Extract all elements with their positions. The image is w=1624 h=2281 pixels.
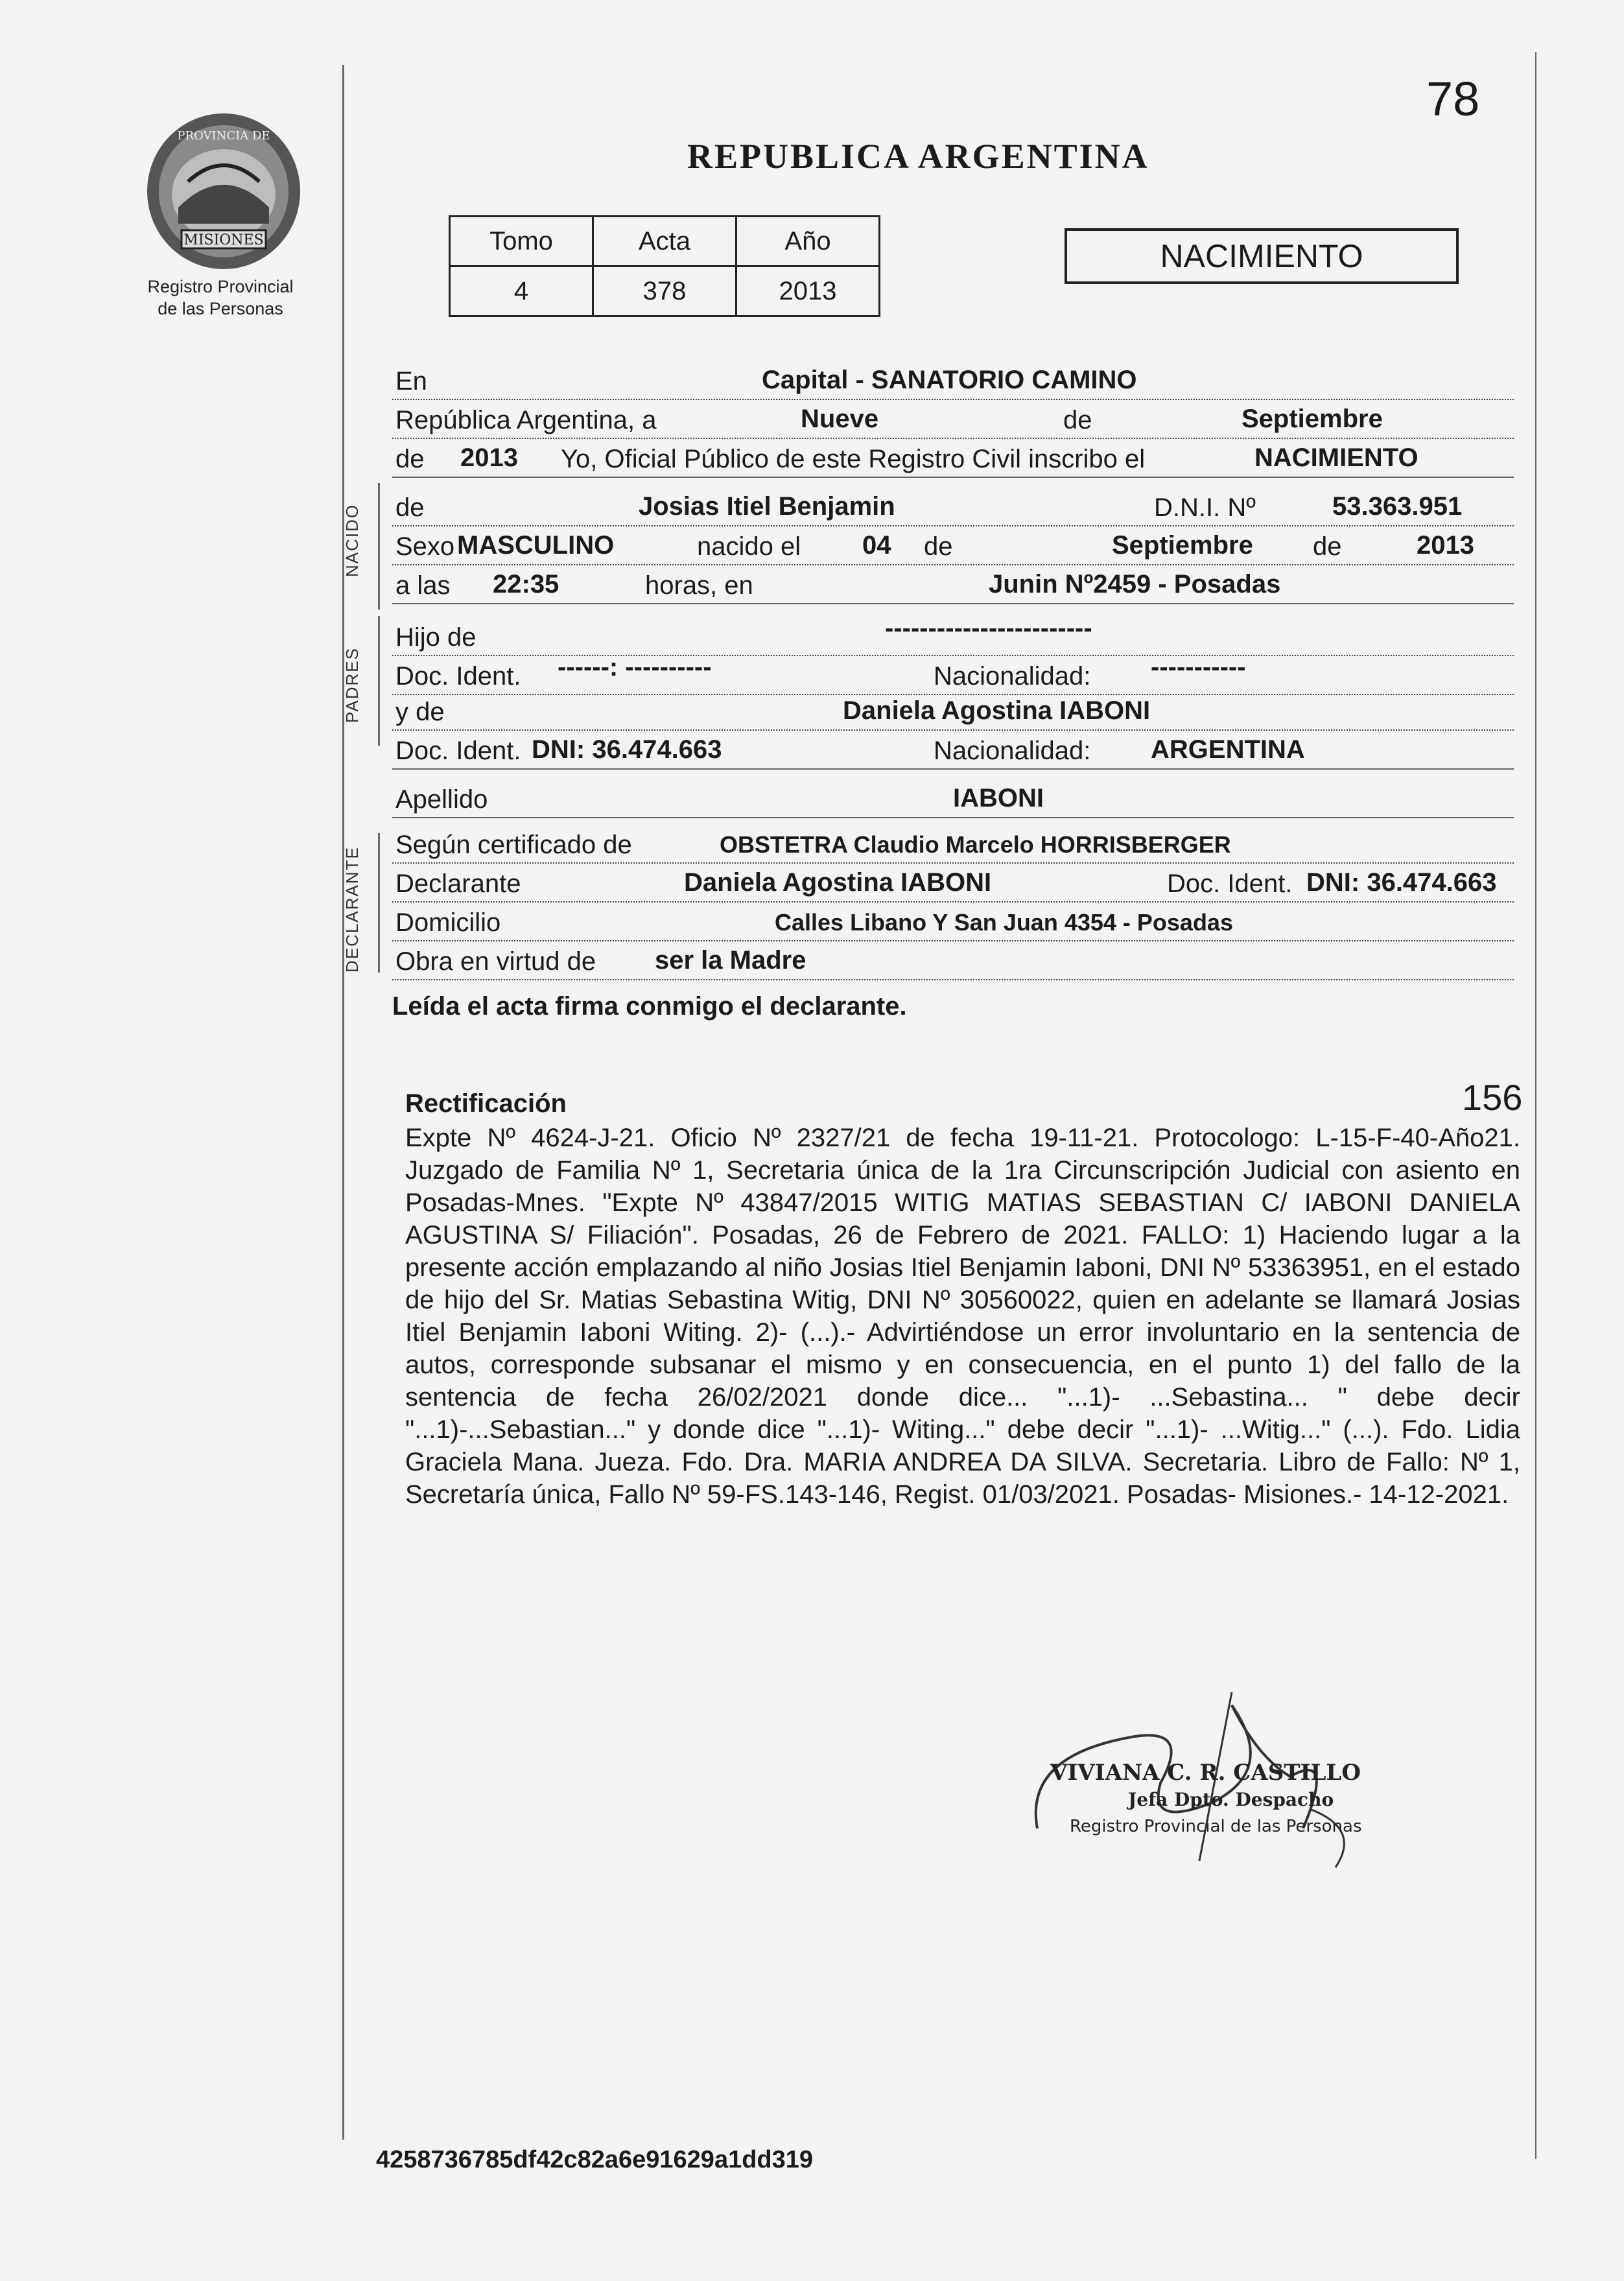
value-declarante-doc: DNI: 36.474.663 — [1306, 868, 1497, 897]
label-de: de — [1063, 406, 1092, 434]
side-label-declarante: DECLARANTE — [342, 846, 362, 973]
value-month: Septiembre — [1242, 405, 1383, 433]
label-y-de: y de — [395, 698, 445, 726]
rectificacion-title: Rectificación — [405, 1089, 567, 1118]
row-nacido-name — [392, 486, 1514, 526]
label-nacionalidad: Nacionalidad: — [934, 662, 1091, 691]
value-declarante: Daniela Agostina IABONI — [684, 868, 992, 897]
value-inscription: NACIMIENTO — [1254, 443, 1418, 472]
value-birth-place: Junin Nº2459 - Posadas — [989, 570, 1281, 598]
label-de: de — [395, 493, 425, 522]
table-header: Tomo — [450, 217, 593, 266]
row-hijo-de — [392, 616, 1514, 656]
value-birth-day: 04 — [862, 531, 891, 560]
value-mother: Daniela Agostina IABONI — [843, 696, 1151, 725]
value-mother-doc: DNI: 36.474.663 — [532, 735, 722, 764]
value-birth-year: 2013 — [1417, 531, 1474, 560]
label-apellido: Apellido — [395, 785, 488, 814]
page-number: 78 — [1426, 72, 1480, 126]
label-oficial: Yo, Oficial Público de este Registro Civil inscribo el — [561, 445, 1146, 473]
value-child-dni: 53.363.951 — [1332, 492, 1463, 521]
label-de2: de — [924, 532, 953, 561]
row-declarante — [392, 862, 1514, 903]
value-day: Nueve — [801, 405, 879, 433]
value-apellido: IABONI — [953, 784, 1044, 812]
label-a-las: a las — [395, 571, 451, 600]
svg-text:MISIONES: MISIONES — [183, 232, 264, 248]
stamp-line2: Jefa Dpto. Despacho — [1128, 1789, 1334, 1810]
label-certificado: Según certificado de — [395, 831, 632, 859]
value-place: Capital - SANATORIO CAMINO — [762, 366, 1137, 394]
row-apellido — [392, 775, 1514, 818]
registry-label — [97, 276, 344, 320]
value-father-doc: ------: ---------- — [558, 653, 712, 681]
label-domicilio: Domicilio — [395, 908, 501, 937]
closing-statement: Leída el acta firma conmigo el declarante. — [392, 992, 907, 1021]
value-time: 22:35 — [493, 570, 559, 598]
value-father-nat: ----------- — [1151, 653, 1246, 681]
record-type-box: NACIMIENTO — [1065, 228, 1459, 284]
table-cell: 4 — [450, 266, 593, 316]
value-father: ------------------------ — [885, 614, 1092, 643]
label-doc-ident3: Doc. Ident. — [1167, 869, 1293, 898]
value-mother-nat: ARGENTINA — [1151, 735, 1305, 764]
label-obra: Obra en virtud de — [395, 947, 596, 976]
document-hash: 4258736785df42c82a6e91629a1dd319 — [376, 2146, 814, 2173]
table-cell: 2013 — [736, 266, 880, 316]
table-header: Acta — [593, 217, 736, 266]
row-y-de — [392, 694, 1514, 731]
label-declarante: Declarante — [395, 869, 521, 898]
label-de3: de — [1313, 532, 1342, 561]
rectificacion-body: Expte Nº 4624-J-21. Oficio Nº 2327/21 de fecha 19-11-21. Protocologo: L-15-F-40-Año21. Juzgado de Familia Nº 1, Secretaria única de la 1ra Circunscripción Judicial con asiento en Posadas-Mnes. "Expte Nº 43847/2015 WITIG MATIAS SEBASTIAN C/ IABONI DANIELA AGUSTINA S/ Filiación". Posadas, 26 de Febrero de 2021. FALLO: 1) Haciendo lugar a la presente acción emplazando al niño Josias Itiel Benjamin Iaboni, DNI Nº 53363951, en el estado de hijo del Sr. Matias Sebastina Witig, DNI Nº 30560022, quien en adelante se llamará Josias Itiel Benjamin Iaboni Witing. 2)- (...).- Advirtiéndose un error involuntario en la sentencia de autos, corresponde subsanar el mismo y en consecuencia, en el punto 1) del fallo de la sentencia de fecha 26/02/2021 donde dice... "...1)- ...Sebastina... " debe decir "...1)-...Sebastian..." y donde dice "...1)- Witing..." debe decir "...1)- ...Witig..." (...). Fdo. Lidia Graciela Mana. Jueza. Fdo. Dra. MARIA ANDREA DA SILVA. Secretaria. Libro de Fallo: Nº 1, Secretaría única, Fallo Nº 59-FS.143-146, Regist. 01/03/2021. Posadas- Misiones.- 14-12-2021. — [405, 1124, 1520, 1509]
section-line-padres — [378, 616, 380, 746]
row-father-doc — [392, 655, 1514, 695]
label-year-prefix: de — [395, 445, 425, 473]
right-margin-line — [1535, 52, 1536, 2159]
value-sexo: MASCULINO — [457, 531, 615, 560]
label-sexo: Sexo — [395, 532, 455, 561]
row-obra — [392, 940, 1514, 980]
stamp-line1: VIVIANA C. R. CASTILLO — [1050, 1760, 1361, 1786]
value-birth-month: Septiembre — [1112, 531, 1253, 560]
row-nacido-sexo — [392, 525, 1514, 565]
province-seal — [143, 110, 305, 272]
value-year: 2013 — [460, 443, 518, 472]
registry-label-line1: Registro Provincial — [147, 277, 294, 296]
value-child-name: Josias Itiel Benjamin — [639, 492, 895, 521]
label-republica: República Argentina, a — [395, 406, 657, 434]
value-certificado: OBSTETRA Claudio Marcelo HORRISBERGER — [720, 831, 1231, 858]
section-line-nacido — [378, 483, 380, 609]
row-nacido-time — [392, 564, 1514, 604]
svg-text:PROVINCIA DE: PROVINCIA DE — [177, 129, 270, 143]
section-line-declarante — [378, 833, 380, 973]
registry-label-line2: de las Personas — [158, 299, 283, 318]
signature-stamp — [998, 1679, 1452, 1874]
row-mother-doc — [392, 729, 1514, 770]
tomo-acta-table — [449, 215, 880, 317]
rectificacion-number: 156 — [1462, 1077, 1523, 1118]
stamp-line3: Registro Provincial de las Personas — [1070, 1817, 1362, 1836]
side-label-padres: PADRES — [342, 647, 362, 723]
row-en — [392, 353, 1514, 400]
row-republica — [392, 399, 1514, 439]
value-domicilio: Calles Libano Y San Juan 4354 - Posadas — [775, 909, 1233, 936]
row-certificado — [392, 827, 1514, 864]
label-horas: horas, en — [645, 571, 753, 600]
side-label-nacido: NACIDO — [342, 503, 362, 577]
row-year-inscription — [392, 438, 1514, 478]
label-hijo-de: Hijo de — [395, 623, 477, 652]
label-dni: D.N.I. Nº — [1154, 493, 1256, 522]
label-nacionalidad2: Nacionalidad: — [934, 737, 1091, 765]
label-doc-ident: Doc. Ident. — [395, 662, 521, 691]
label-en: En — [395, 367, 427, 396]
row-domicilio — [392, 901, 1514, 941]
value-obra: ser la Madre — [655, 946, 806, 975]
country-title: REPUBLICA ARGENTINA — [687, 137, 1149, 176]
left-margin-line — [342, 65, 344, 2140]
table-header: Año — [736, 217, 880, 266]
table-cell: 378 — [593, 266, 736, 316]
label-nacido-el: nacido el — [697, 532, 801, 561]
label-doc-ident2: Doc. Ident. — [395, 737, 521, 765]
